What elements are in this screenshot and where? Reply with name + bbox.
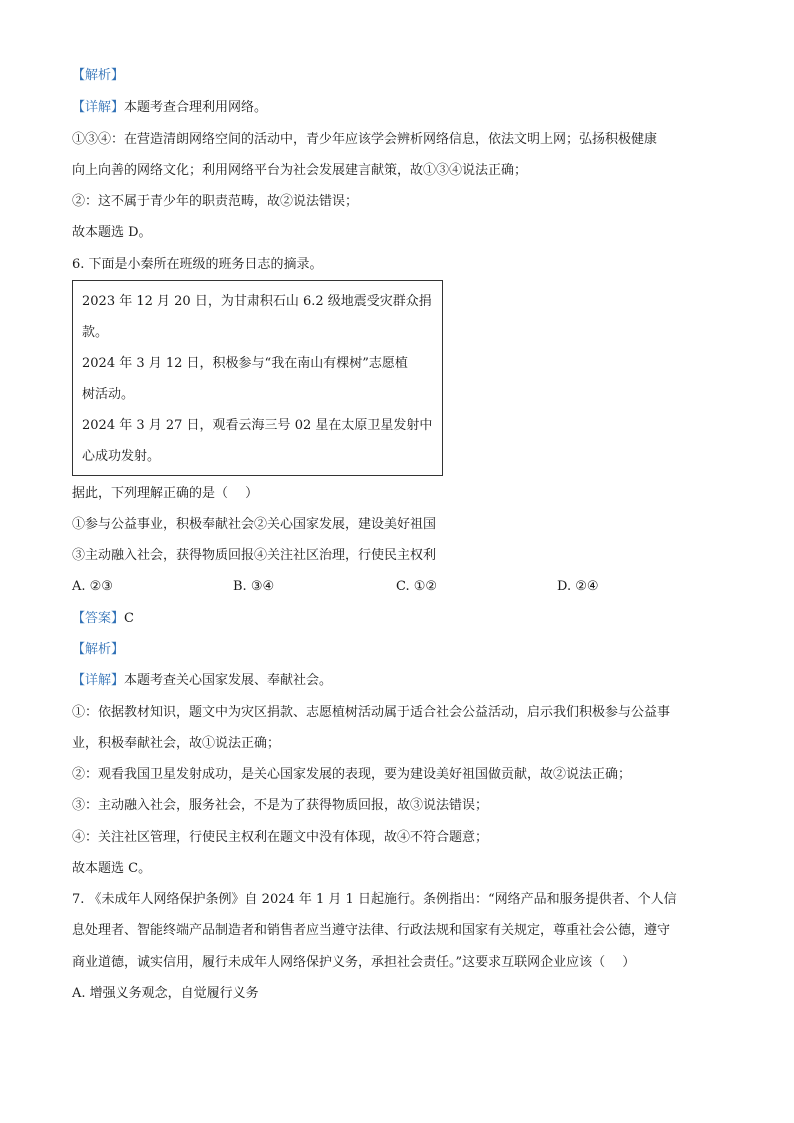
q6-stem: 6. 下面是小秦所在班级的班务日志的摘录。 [72,257,323,272]
q6-option-c: C. ①② [396,579,438,594]
q6-statements-1: ①参与公益事业，积极奉献社会②关心国家发展，建设美好祖国 [72,517,437,532]
log-line-6: 心成功发射。 [82,449,161,464]
q5-detail-text: 本题考查合理利用网络。 [124,100,268,115]
q5-analysis-tag: 【解析】 [72,68,125,83]
q6-explain-line-5: ④：关注社区管理，行使民主权利在题文中没有体现，故④不符合题意； [72,830,489,845]
log-line-2: 款。 [82,325,109,340]
q6-explain-line-3: ②：观看我国卫星发射成功，是关心国家发展的表现，要为建设美好祖国做贡献，故②说法正确； [72,767,632,782]
q6-detail [72,671,332,691]
log-line-1: 2023 年 12 月 20 日，为甘肃积石山 6.2 级地震受灾群众捐 [82,294,432,309]
q6-conclusion: 故本题选 C。 [72,861,152,876]
q5-explain-line-3: ②：这不属于青少年的职责范畴，故②说法错误； [72,194,359,209]
q5-detail-tag: 【详解】 [72,100,125,115]
q6-option-b: B. ③④ [233,579,275,594]
q6-explain-line-4: ③：主动融入社会，服务社会，不是为了获得物质回报，故③说法错误； [72,798,489,813]
q5-conclusion: 故本题选 D。 [72,225,152,240]
q6-answer-value: C [124,611,134,626]
class-log-box [72,280,443,476]
log-line-4: 树活动。 [82,387,135,402]
q6-explain-line-2: 业，积极奉献社会，故①说法正确； [72,736,281,751]
q6-answer-tag: 【答案】 [72,611,125,626]
q7-stem-line-3: 商业道德，诚实信用，履行未成年人网络保护义务，承担社会责任。”这要求互联网企业应该（ ） [72,955,636,970]
log-line-5: 2024 年 3 月 27 日，观看云海三号 02 星在太原卫星发射中 [82,418,433,433]
log-line-3: 2024 年 3 月 12 日，积极参与“我在南山有棵树”志愿植 [82,356,408,371]
q5-explain-line-1: ①③④：在营造清朗网络空间的活动中，青少年应该学会辨析网络信息，依法文明上网；弘扬积极健康 [72,132,658,147]
q6-detail-text: 本题考查关心国家发展、奉献社会。 [124,673,333,688]
q5-explain-line-2: 向上向善的网络文化；利用网络平台为社会发展建言献策，故①③④说法正确； [72,163,528,178]
q6-statements-2: ③主动融入社会，获得物质回报④关注社区治理，行使民主权利 [72,548,437,563]
q7-option-a: A. 增强义务观念，自觉履行义务 [72,986,259,1001]
q6-option-a: A. ②③ [72,579,113,594]
q6-explain-line-1: ①：依据教材知识，题文中为灾区捐款、志愿植树活动属于适合社会公益活动，启示我们积极参与公益事 [72,705,671,720]
q6-detail-tag: 【详解】 [72,673,125,688]
q7-stem-line-1: 7. 《未成年人网络保护条例》自 2024 年 1 月 1 日起施行。条例指出：“网络产品和服务提供者、个人信 [72,892,677,907]
q6-option-d: D. ②④ [557,579,599,594]
q7-stem-line-2: 息处理者、智能终端产品制造者和销售者应当遵守法律、行政法规和国家有关规定，尊重社会公德，遵守 [72,923,671,938]
q6-answer [72,609,134,629]
q5-detail [72,98,267,118]
q6-analysis-tag: 【解析】 [72,642,125,657]
q6-question: 据此，下列理解正确的是（ ） [72,486,259,501]
